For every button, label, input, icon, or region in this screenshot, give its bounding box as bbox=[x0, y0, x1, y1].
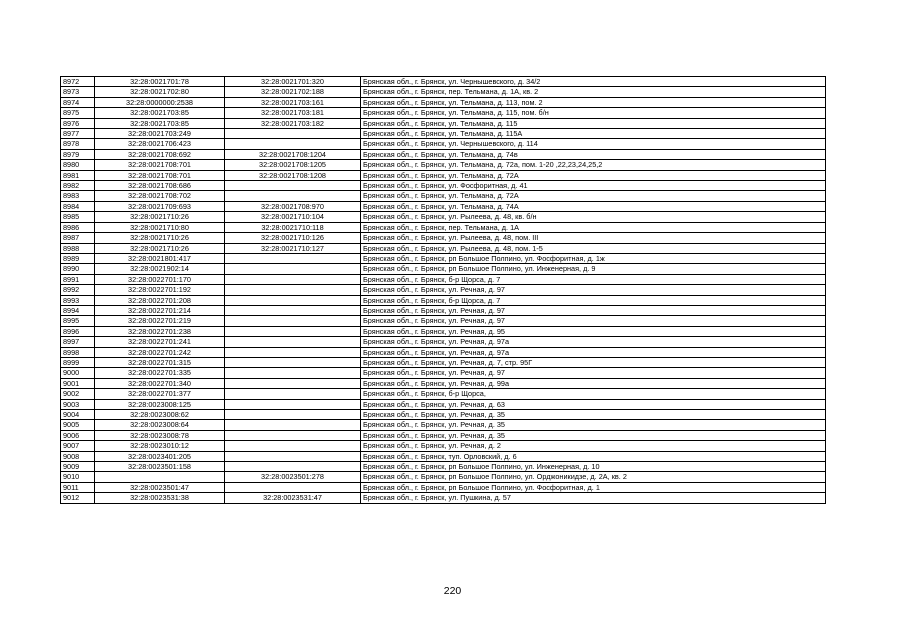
object-cadastral-number-cell: 32:28:0021710:118 bbox=[225, 222, 361, 232]
object-cadastral-number-cell: 32:28:0023501:278 bbox=[225, 472, 361, 482]
address-cell: Брянская обл., г. Брянск, ул. Чернышевского, д. 34/2 bbox=[361, 77, 826, 87]
object-cadastral-number-cell bbox=[225, 378, 361, 388]
object-cadastral-number-cell: 32:28:0021708:1204 bbox=[225, 149, 361, 159]
row-number-cell: 8988 bbox=[61, 243, 95, 253]
address-cell: Брянская обл., г. Брянск, ул. Речная, д. 35 bbox=[361, 420, 826, 430]
address-cell: Брянская обл., г. Брянск, б-р Щорса, bbox=[361, 389, 826, 399]
row-number-cell: 9006 bbox=[61, 430, 95, 440]
row-number-cell: 8980 bbox=[61, 160, 95, 170]
address-cell: Брянская обл., г. Брянск, б-р Щорса, д. 7 bbox=[361, 295, 826, 305]
row-number-cell: 8983 bbox=[61, 191, 95, 201]
object-cadastral-number-cell bbox=[225, 316, 361, 326]
table-row bbox=[61, 108, 826, 118]
land-cadastral-number-cell: 32:28:0023008:78 bbox=[95, 430, 225, 440]
registry-table-body bbox=[61, 77, 826, 504]
land-cadastral-number-cell: 32:28:0021708:702 bbox=[95, 191, 225, 201]
row-number-cell: 9007 bbox=[61, 441, 95, 451]
land-cadastral-number-cell: 32:28:0023010:12 bbox=[95, 441, 225, 451]
table-row bbox=[61, 285, 826, 295]
land-cadastral-number-cell: 32:28:0021708:701 bbox=[95, 170, 225, 180]
address-cell: Брянская обл., г. Брянск, ул. Тельмана, д. 72А bbox=[361, 170, 826, 180]
table-row bbox=[61, 410, 826, 420]
address-cell: Брянская обл., г. Брянск, пер. Тельмана, д. 1А bbox=[361, 222, 826, 232]
table-row bbox=[61, 233, 826, 243]
row-number-cell: 8978 bbox=[61, 139, 95, 149]
row-number-cell: 8981 bbox=[61, 170, 95, 180]
land-cadastral-number-cell: 32:28:0022701:192 bbox=[95, 285, 225, 295]
land-cadastral-number-cell: 32:28:0021708:692 bbox=[95, 149, 225, 159]
land-cadastral-number-cell: 32:28:0022701:241 bbox=[95, 337, 225, 347]
row-number-cell: 9012 bbox=[61, 493, 95, 503]
row-number-cell: 9004 bbox=[61, 410, 95, 420]
land-cadastral-number-cell: 32:28:0021710:26 bbox=[95, 243, 225, 253]
land-cadastral-number-cell: 32:28:0021702:80 bbox=[95, 87, 225, 97]
object-cadastral-number-cell bbox=[225, 337, 361, 347]
land-cadastral-number-cell: 32:28:0022701:335 bbox=[95, 368, 225, 378]
table-row bbox=[61, 462, 826, 472]
land-cadastral-number-cell: 32:28:0022701:377 bbox=[95, 389, 225, 399]
row-number-cell: 8986 bbox=[61, 222, 95, 232]
address-cell: Брянская обл., г. Брянск, ул. Речная, д. 97 bbox=[361, 285, 826, 295]
row-number-cell: 9001 bbox=[61, 378, 95, 388]
object-cadastral-number-cell bbox=[225, 462, 361, 472]
address-cell: Брянская обл., г. Брянск, ул. Речная, д. 99а bbox=[361, 378, 826, 388]
table-row bbox=[61, 326, 826, 336]
address-cell: Брянская обл., г. Брянск, ул. Речная, д. 35 bbox=[361, 410, 826, 420]
address-cell: Брянская обл., г. Брянск, рп Большое Полпино, ул. Орджоникидзе, д. 2А, кв. 2 bbox=[361, 472, 826, 482]
object-cadastral-number-cell bbox=[225, 181, 361, 191]
table-row bbox=[61, 191, 826, 201]
object-cadastral-number-cell: 32:28:0021703:181 bbox=[225, 108, 361, 118]
table-row bbox=[61, 451, 826, 461]
object-cadastral-number-cell bbox=[225, 368, 361, 378]
object-cadastral-number-cell bbox=[225, 347, 361, 357]
land-cadastral-number-cell: 32:28:0022701:170 bbox=[95, 274, 225, 284]
land-cadastral-number-cell: 32:28:0021801:417 bbox=[95, 253, 225, 263]
address-cell: Брянская обл., г. Брянск, ул. Рылеева, д. 48, кв. б/н bbox=[361, 212, 826, 222]
object-cadastral-number-cell bbox=[225, 139, 361, 149]
object-cadastral-number-cell: 32:28:0021703:161 bbox=[225, 97, 361, 107]
object-cadastral-number-cell bbox=[225, 253, 361, 263]
row-number-cell: 8974 bbox=[61, 97, 95, 107]
land-cadastral-number-cell: 32:28:0021706:423 bbox=[95, 139, 225, 149]
table-row bbox=[61, 399, 826, 409]
object-cadastral-number-cell bbox=[225, 305, 361, 315]
row-number-cell: 8982 bbox=[61, 181, 95, 191]
address-cell: Брянская обл., г. Брянск, ул. Речная, д. 97а bbox=[361, 347, 826, 357]
row-number-cell: 8995 bbox=[61, 316, 95, 326]
table-row bbox=[61, 295, 826, 305]
land-cadastral-number-cell: 32:28:0021701:78 bbox=[95, 77, 225, 87]
table-row bbox=[61, 222, 826, 232]
row-number-cell: 8987 bbox=[61, 233, 95, 243]
address-cell: Брянская обл., г. Брянск, ул. Тельмана, д. 115, пом. б/н bbox=[361, 108, 826, 118]
object-cadastral-number-cell bbox=[225, 389, 361, 399]
table-row bbox=[61, 430, 826, 440]
table-row bbox=[61, 274, 826, 284]
table-row bbox=[61, 368, 826, 378]
object-cadastral-number-cell: 32:28:0021708:970 bbox=[225, 201, 361, 211]
table-row bbox=[61, 253, 826, 263]
land-cadastral-number-cell: 32:28:0021703:85 bbox=[95, 118, 225, 128]
object-cadastral-number-cell bbox=[225, 441, 361, 451]
row-number-cell: 9009 bbox=[61, 462, 95, 472]
address-cell: Брянская обл., г. Брянск, ул. Тельмана, д. 74в bbox=[361, 149, 826, 159]
row-number-cell: 8999 bbox=[61, 357, 95, 367]
object-cadastral-number-cell bbox=[225, 129, 361, 139]
row-number-cell: 8992 bbox=[61, 285, 95, 295]
address-cell: Брянская обл., г. Брянск, б-р Щорса, д. 7 bbox=[361, 274, 826, 284]
address-cell: Брянская обл., г. Брянск, ул. Речная, д. 2 bbox=[361, 441, 826, 451]
object-cadastral-number-cell: 32:28:0023531:47 bbox=[225, 493, 361, 503]
land-cadastral-number-cell: 32:28:0021710:26 bbox=[95, 212, 225, 222]
object-cadastral-number-cell bbox=[225, 264, 361, 274]
row-number-cell: 8972 bbox=[61, 77, 95, 87]
object-cadastral-number-cell: 32:28:0021702:188 bbox=[225, 87, 361, 97]
table-row bbox=[61, 389, 826, 399]
object-cadastral-number-cell bbox=[225, 482, 361, 492]
row-number-cell: 8997 bbox=[61, 337, 95, 347]
address-cell: Брянская обл., г. Брянск, рп Большое Полпино, ул. Фосфоритная, д. 1ж bbox=[361, 253, 826, 263]
land-cadastral-number-cell: 32:28:0021709:693 bbox=[95, 201, 225, 211]
address-cell: Брянская обл., г. Брянск, пер. Тельмана, д. 1А, кв. 2 bbox=[361, 87, 826, 97]
table-row bbox=[61, 482, 826, 492]
table-row bbox=[61, 441, 826, 451]
address-cell: Брянская обл., г. Брянск, ул. Пушкина, д. 57 bbox=[361, 493, 826, 503]
table-row bbox=[61, 201, 826, 211]
table-row bbox=[61, 149, 826, 159]
object-cadastral-number-cell bbox=[225, 326, 361, 336]
address-cell: Брянская обл., г. Брянск, ул. Речная, д. 7, стр. 95Г bbox=[361, 357, 826, 367]
land-cadastral-number-cell: 32:28:0023401:205 bbox=[95, 451, 225, 461]
object-cadastral-number-cell bbox=[225, 295, 361, 305]
table-row bbox=[61, 212, 826, 222]
land-cadastral-number-cell: 32:28:0022701:219 bbox=[95, 316, 225, 326]
land-cadastral-number-cell: 32:28:0000000:2538 bbox=[95, 97, 225, 107]
address-cell: Брянская обл., г. Брянск, ул. Фосфоритная, д. 41 bbox=[361, 181, 826, 191]
land-cadastral-number-cell: 32:28:0023008:62 bbox=[95, 410, 225, 420]
table-row bbox=[61, 493, 826, 503]
land-cadastral-number-cell: 32:28:0023501:158 bbox=[95, 462, 225, 472]
land-cadastral-number-cell: 32:28:0023531:38 bbox=[95, 493, 225, 503]
address-cell: Брянская обл., г. Брянск, ул. Тельмана, д. 72А bbox=[361, 191, 826, 201]
table-row bbox=[61, 264, 826, 274]
object-cadastral-number-cell: 32:28:0021710:127 bbox=[225, 243, 361, 253]
object-cadastral-number-cell bbox=[225, 399, 361, 409]
row-number-cell: 8993 bbox=[61, 295, 95, 305]
table-row bbox=[61, 420, 826, 430]
row-number-cell: 8979 bbox=[61, 149, 95, 159]
table-row bbox=[61, 316, 826, 326]
object-cadastral-number-cell: 32:28:0021710:126 bbox=[225, 233, 361, 243]
land-cadastral-number-cell: 32:28:0022701:340 bbox=[95, 378, 225, 388]
address-cell: Брянская обл., г. Брянск, ул. Речная, д. 63 bbox=[361, 399, 826, 409]
row-number-cell: 8991 bbox=[61, 274, 95, 284]
address-cell: Брянская обл., г. Брянск, ул. Чернышевского, д. 114 bbox=[361, 139, 826, 149]
row-number-cell: 9008 bbox=[61, 451, 95, 461]
address-cell: Брянская обл., г. Брянск, ул. Тельмана, д. 74А bbox=[361, 201, 826, 211]
row-number-cell: 9002 bbox=[61, 389, 95, 399]
table-row bbox=[61, 97, 826, 107]
land-cadastral-number-cell: 32:28:0022701:242 bbox=[95, 347, 225, 357]
land-cadastral-number-cell: 32:28:0023008:64 bbox=[95, 420, 225, 430]
table-row bbox=[61, 129, 826, 139]
table-row bbox=[61, 337, 826, 347]
row-number-cell: 8990 bbox=[61, 264, 95, 274]
object-cadastral-number-cell: 32:28:0021708:1208 bbox=[225, 170, 361, 180]
table-row bbox=[61, 77, 826, 87]
address-cell: Брянская обл., г. Брянск, ул. Тельмана, д. 115А bbox=[361, 129, 826, 139]
address-cell: Брянская обл., г. Брянск, ул. Рылеева, д. 48, пом. 1-5 bbox=[361, 243, 826, 253]
row-number-cell: 8994 bbox=[61, 305, 95, 315]
land-cadastral-number-cell: 32:28:0021703:85 bbox=[95, 108, 225, 118]
table-row bbox=[61, 347, 826, 357]
land-cadastral-number-cell: 32:28:0021703:249 bbox=[95, 129, 225, 139]
object-cadastral-number-cell bbox=[225, 420, 361, 430]
land-cadastral-number-cell: 32:28:0022701:214 bbox=[95, 305, 225, 315]
address-cell: Брянская обл., г. Брянск, рп Большое Полпино, ул. Фосфоритная, д. 1 bbox=[361, 482, 826, 492]
object-cadastral-number-cell bbox=[225, 430, 361, 440]
land-cadastral-number-cell: 32:28:0021708:701 bbox=[95, 160, 225, 170]
land-cadastral-number-cell: 32:28:0022701:238 bbox=[95, 326, 225, 336]
row-number-cell: 8989 bbox=[61, 253, 95, 263]
object-cadastral-number-cell bbox=[225, 410, 361, 420]
land-cadastral-number-cell: 32:28:0022701:208 bbox=[95, 295, 225, 305]
land-cadastral-number-cell: 32:28:0023501:47 bbox=[95, 482, 225, 492]
row-number-cell: 9010 bbox=[61, 472, 95, 482]
table-row bbox=[61, 160, 826, 170]
row-number-cell: 9005 bbox=[61, 420, 95, 430]
address-cell: Брянская обл., г. Брянск, ул. Тельмана, д. 72а, пом. 1-20 ,22,23,24,25,2 bbox=[361, 160, 826, 170]
row-number-cell: 8984 bbox=[61, 201, 95, 211]
land-cadastral-number-cell: 32:28:0021710:80 bbox=[95, 222, 225, 232]
row-number-cell: 8985 bbox=[61, 212, 95, 222]
row-number-cell: 8998 bbox=[61, 347, 95, 357]
registry-table bbox=[60, 76, 826, 504]
address-cell: Брянская обл., г. Брянск, ул. Тельмана, д. 113, пом. 2 bbox=[361, 97, 826, 107]
land-cadastral-number-cell: 32:28:0021902:14 bbox=[95, 264, 225, 274]
row-number-cell: 9000 bbox=[61, 368, 95, 378]
object-cadastral-number-cell: 32:28:0021703:182 bbox=[225, 118, 361, 128]
table-row bbox=[61, 87, 826, 97]
table-row bbox=[61, 243, 826, 253]
row-number-cell: 8973 bbox=[61, 87, 95, 97]
address-cell: Брянская обл., г. Брянск, рп Большое Полпино, ул. Инженерная, д. 9 bbox=[361, 264, 826, 274]
row-number-cell: 8996 bbox=[61, 326, 95, 336]
object-cadastral-number-cell bbox=[225, 274, 361, 284]
row-number-cell: 8976 bbox=[61, 118, 95, 128]
table-row bbox=[61, 139, 826, 149]
address-cell: Брянская обл., г. Брянск, туп. Орловский, д. 6 bbox=[361, 451, 826, 461]
table-row bbox=[61, 118, 826, 128]
land-cadastral-number-cell: 32:28:0021708:686 bbox=[95, 181, 225, 191]
address-cell: Брянская обл., г. Брянск, ул. Тельмана, д. 115 bbox=[361, 118, 826, 128]
object-cadastral-number-cell bbox=[225, 285, 361, 295]
address-cell: Брянская обл., г. Брянск, ул. Речная, д. 97 bbox=[361, 305, 826, 315]
object-cadastral-number-cell: 32:28:0021710:104 bbox=[225, 212, 361, 222]
table-row bbox=[61, 378, 826, 388]
address-cell: Брянская обл., г. Брянск, ул. Рылеева, д. 48, пом. III bbox=[361, 233, 826, 243]
table-row bbox=[61, 472, 826, 482]
table-row bbox=[61, 305, 826, 315]
object-cadastral-number-cell bbox=[225, 191, 361, 201]
object-cadastral-number-cell bbox=[225, 451, 361, 461]
address-cell: Брянская обл., г. Брянск, ул. Речная, д. 97 bbox=[361, 368, 826, 378]
land-cadastral-number-cell: 32:28:0022701:315 bbox=[95, 357, 225, 367]
row-number-cell: 8977 bbox=[61, 129, 95, 139]
object-cadastral-number-cell bbox=[225, 357, 361, 367]
land-cadastral-number-cell bbox=[95, 472, 225, 482]
table-row bbox=[61, 357, 826, 367]
object-cadastral-number-cell: 32:28:0021708:1205 bbox=[225, 160, 361, 170]
table-row bbox=[61, 170, 826, 180]
address-cell: Брянская обл., г. Брянск, ул. Речная, д. 95 bbox=[361, 326, 826, 336]
land-cadastral-number-cell: 32:28:0021710:26 bbox=[95, 233, 225, 243]
object-cadastral-number-cell: 32:28:0021701:320 bbox=[225, 77, 361, 87]
table-row bbox=[61, 181, 826, 191]
row-number-cell: 8975 bbox=[61, 108, 95, 118]
land-cadastral-number-cell: 32:28:0023008:125 bbox=[95, 399, 225, 409]
row-number-cell: 9003 bbox=[61, 399, 95, 409]
address-cell: Брянская обл., г. Брянск, ул. Речная, д. 97 bbox=[361, 316, 826, 326]
page-number: 220 bbox=[443, 585, 462, 597]
address-cell: Брянская обл., г. Брянск, ул. Речная, д. 35 bbox=[361, 430, 826, 440]
address-cell: Брянская обл., г. Брянск, рп Большое Полпино, ул. Инженерная, д. 10 bbox=[361, 462, 826, 472]
row-number-cell: 9011 bbox=[61, 482, 95, 492]
address-cell: Брянская обл., г. Брянск, ул. Речная, д. 97а bbox=[361, 337, 826, 347]
